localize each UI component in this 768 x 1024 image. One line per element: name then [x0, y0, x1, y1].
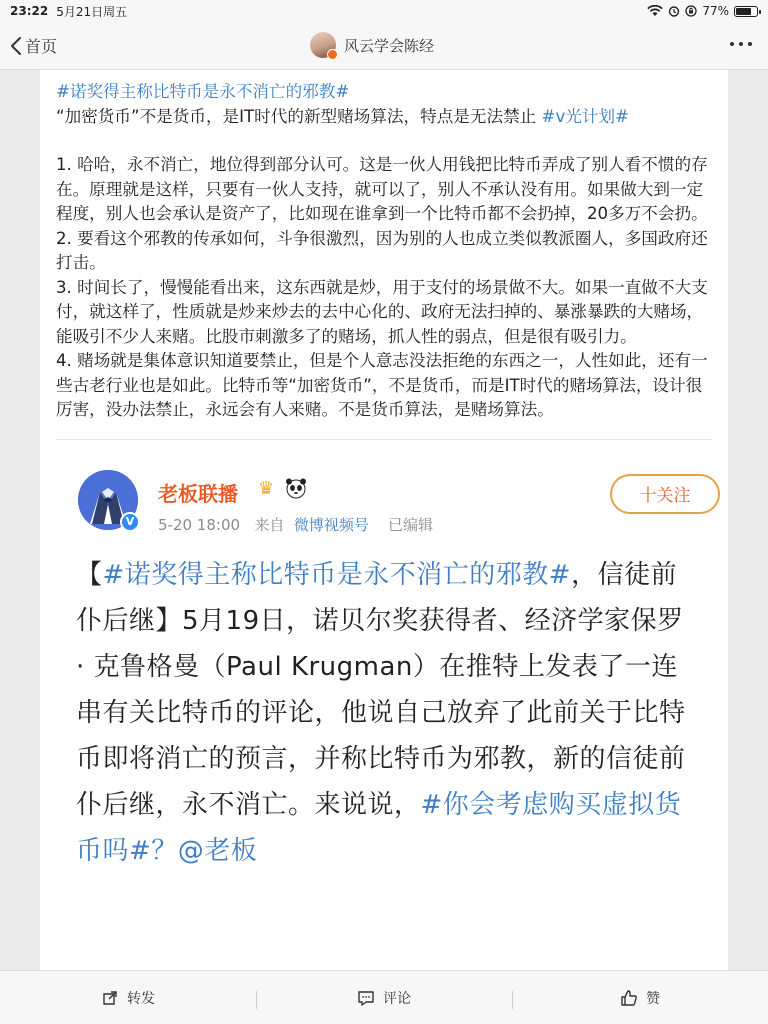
more-button[interactable] — [730, 42, 752, 46]
embed-text-open: 【 — [76, 559, 103, 590]
nav-author[interactable] — [310, 32, 434, 58]
verified-badge-icon — [327, 49, 338, 60]
battery-fill — [736, 8, 751, 15]
embed-topic-tag: #诺奖得主称比特币是永不消亡的邪教# — [102, 559, 572, 590]
battery-percent: 77% — [702, 4, 729, 18]
like-button[interactable] — [512, 988, 768, 1008]
embed-meta — [158, 514, 433, 535]
more-dot-icon — [739, 42, 743, 46]
post-paragraph: 4. 赌场就是集体意识知道要禁止，但是个人意志没法拒绝的东西之一，人性如此，还有一些古老行业也是如此。比特币等“加密货币”，不是货币，而是IT时代的赌场算法，设计很厉害，没办法禁止，永远会有人来赌。不是货币算法，是赌场算法。 — [56, 351, 708, 419]
embed-text-body: ，信徒前仆后继】5月19日，诺贝尔奖获得者、经济学家保罗 · 克鲁格曼（Paul Krugman）在推特上发表了一连串有关比特币的评论，他说自己放弃了此前关于比特币即将消亡的预言，并称比特币为邪教，新的信徒前仆后继，永不消亡。来说说， — [76, 559, 686, 820]
post-intro — [56, 105, 712, 130]
comment-button[interactable] — [256, 988, 512, 1008]
comment-label: 评论 — [383, 990, 411, 1007]
action-bar — [0, 970, 768, 1024]
status-bar — [0, 0, 768, 22]
post-title-line — [56, 80, 712, 105]
topic-tag-link[interactable]: #v光计划# — [541, 106, 629, 126]
embed-source-link: 微博视频号 — [293, 515, 369, 534]
chevron-left-icon — [10, 36, 22, 56]
author-name: 风云学会陈经 — [344, 36, 435, 55]
wifi-icon — [647, 5, 663, 17]
repost-icon — [101, 989, 119, 1007]
battery-icon — [734, 6, 758, 17]
back-button[interactable] — [10, 34, 57, 57]
embed-topic-tag-2: #你会考虑购买虚拟货币吗#？ — [76, 789, 682, 866]
embed-from-label: 来自 — [254, 515, 285, 534]
post-content — [40, 70, 728, 970]
status-right — [647, 4, 758, 18]
crown-icon: ♛ — [258, 477, 275, 499]
status-date: 5月21日周五 — [56, 4, 128, 19]
follow-button: 十关注 — [610, 474, 720, 514]
intro-text: “加密货币”不是货币，是IT时代的新型赌场算法，特点是无法禁止 — [56, 106, 537, 126]
more-dot-icon — [748, 42, 752, 46]
embed-author-name: 老板联播 — [158, 481, 238, 506]
status-time: 23:22 — [10, 4, 49, 18]
repost-label: 转发 — [127, 990, 155, 1007]
more-dot-icon — [730, 42, 734, 46]
thumbs-up-icon — [620, 989, 638, 1007]
topic-tag-link[interactable]: #诺奖得主称比特币是永不消亡的邪教# — [56, 82, 350, 101]
alarm-icon — [668, 5, 680, 17]
nav-bar — [0, 22, 768, 70]
embed-edited: 已编辑 — [388, 515, 434, 534]
back-label: 首页 — [25, 37, 58, 56]
panda-icon — [284, 476, 308, 500]
repost-button[interactable] — [0, 988, 256, 1008]
post-body — [40, 70, 728, 423]
rotation-lock-icon — [685, 5, 697, 17]
embed-time: 5-20 18:00 — [158, 515, 241, 534]
embed-mention: @老板 — [177, 835, 258, 866]
comment-icon — [357, 989, 375, 1007]
paragraph-gap — [56, 129, 712, 153]
embed-text — [76, 552, 696, 874]
like-label: 赞 — [646, 990, 660, 1007]
post-paragraph: 3. 时间长了，慢慢能看出来，这东西就是炒，用于支付的场景做不大。如果一直做不大支付，就这样了，性质就是炒来炒去的去中心化的、政府无法扫掉的、暴涨暴跌的大赌场，能吸引不少人来赌。比股市刺激多了的赌场，抓人性的弱点，但是很有吸引力。 — [56, 277, 708, 346]
author-avatar — [310, 32, 336, 58]
embedded-post-image[interactable] — [40, 440, 728, 866]
verified-v-icon: V — [120, 512, 140, 532]
post-paragraph: 2. 要看这个邪教的传承如何，斗争很激烈，因为别的人也成立类似教派圈人，多国政府还打击。 — [56, 228, 708, 272]
post-paragraph: 1. 哈哈，永不消亡，地位得到部分认可。这是一伙人用钱把比特币弄成了别人看不惯的存在。原理就是这样，只要有一伙人支持，就可以了，别人不承认没有用。如果做大到一定程度，别人也会承认是资产了，比如现在谁拿到一个比特币都不会扔掉，20多万不会扔。 — [56, 155, 708, 223]
